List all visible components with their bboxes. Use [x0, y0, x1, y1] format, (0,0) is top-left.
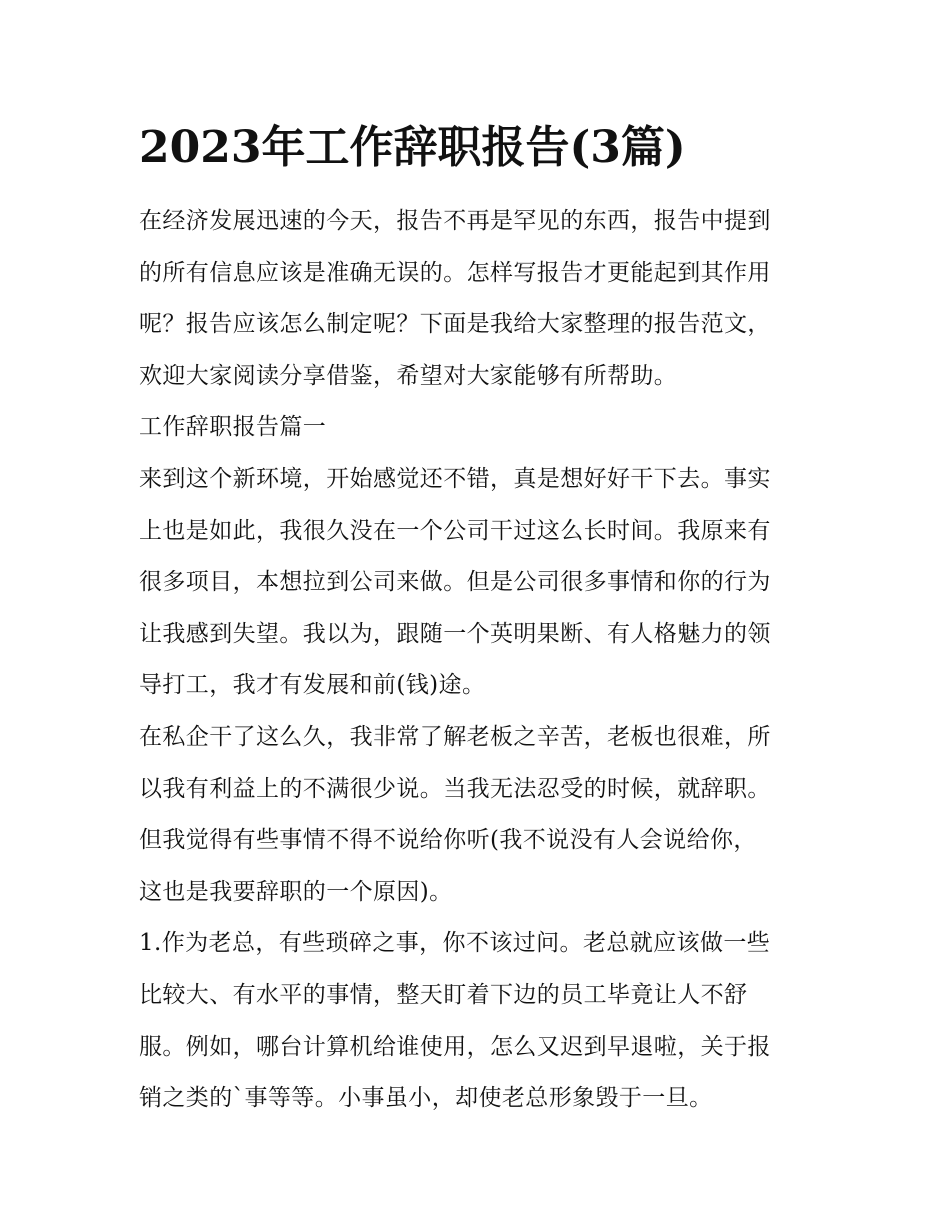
- text-line: 让我感到失望。我以为，跟随一个英明果断、有人格魅力的领: [139, 620, 771, 647]
- document-body: [139, 196, 819, 1125]
- text-line: 欢迎大家阅读分享借鉴，希望对大家能够有所帮助。: [139, 362, 678, 389]
- text-line: 服。例如，哪台计算机给谁使用，怎么又迟到早退啦，关于报: [139, 1033, 771, 1060]
- text-line: 销之类的`事等等。小事虽小，却使老总形象毁于一旦。: [139, 1085, 713, 1112]
- text-line: 1.作为老总，有些琐碎之事，你不该过问。老总就应该做一些: [139, 930, 771, 957]
- text-line: 这也是我要辞职的一个原因)。: [139, 878, 453, 905]
- text-line: 来到这个新环境，开始感觉还不错，真是想好好干下去。事实: [139, 465, 771, 492]
- text-line: 比较大、有水平的事情，整天盯着下边的员工毕竟让人不舒: [139, 981, 748, 1008]
- text-line: 的所有信息应该是准确无误的。怎样写报告才更能起到其作用: [139, 259, 771, 286]
- text-line: 上也是如此，我很久没在一个公司干过这么长时间。我原来有: [139, 517, 771, 544]
- text-line: 以我有利益上的不满很少说。当我无法忍受的时候，就辞职。: [139, 775, 771, 802]
- text-line: 在经济发展迅速的今天，报告不再是罕见的东西，报告中提到: [139, 208, 771, 234]
- text-line: 导打工，我才有发展和前(钱)途。: [139, 672, 486, 699]
- text-line: 但我觉得有些事情不得不说给你听(我不说没有人会说给你，: [139, 827, 757, 854]
- text-line: 很多项目，本想拉到公司来做。但是公司很多事情和你的行为: [139, 569, 771, 596]
- document-title: 2023年工作辞职报告(3篇): [139, 122, 686, 173]
- paragraph-environment: [139, 454, 819, 712]
- text-line: 呢？报告应该怎么制定呢？下面是我给大家整理的报告范文，: [139, 311, 771, 338]
- section-heading: [139, 402, 819, 454]
- paragraph-intro: [139, 196, 819, 402]
- paragraph-private-company: [139, 712, 819, 918]
- paragraph-point-1: [139, 918, 819, 1124]
- text-line: 工作辞职报告篇一: [139, 414, 327, 441]
- text-line: 在私企干了这么久，我非常了解老板之辛苦，老板也很难，所: [139, 723, 771, 750]
